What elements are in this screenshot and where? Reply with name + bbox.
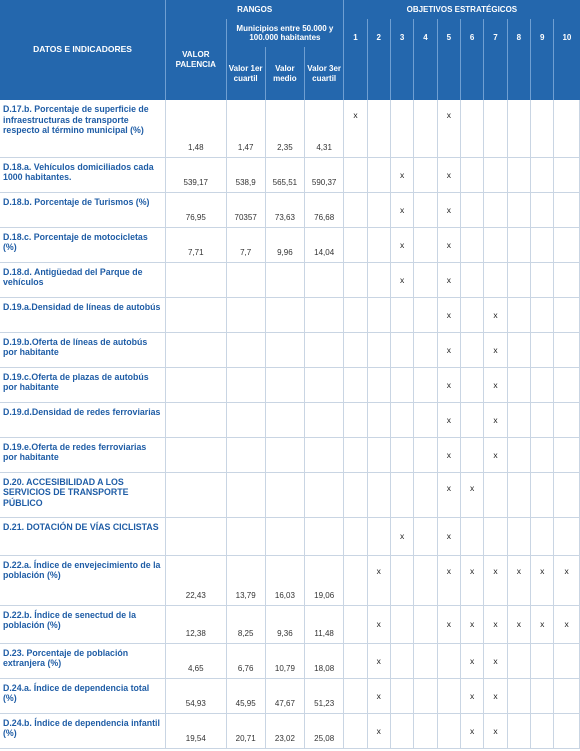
indicator-label: D.22.a. Índice de envejecimiento de la población (%): [0, 555, 166, 605]
table-row: [0, 100, 580, 157]
objective-mark-3: [390, 643, 413, 678]
objective-mark-7: [484, 227, 507, 262]
objective-mark-6: [460, 297, 483, 332]
median-cell: [265, 437, 304, 472]
median-cell: 9,36: [265, 605, 304, 643]
indicator-label: D.19.e.Oferta de redes ferroviarias por habitante: [0, 437, 166, 472]
table-row: [0, 713, 580, 748]
objective-mark-9: [531, 157, 554, 192]
objective-mark-5: x: [437, 437, 460, 472]
table-row: [0, 367, 580, 402]
valor-palencia-cell: 54,93: [166, 678, 226, 713]
q1-cell: 70357: [226, 192, 265, 227]
objective-mark-10: [554, 332, 580, 367]
table-row: [0, 332, 580, 367]
objective-mark-7: [484, 472, 507, 517]
q1-cell: 538,9: [226, 157, 265, 192]
q1-cell: 13,79: [226, 555, 265, 605]
objective-mark-3: [390, 100, 413, 157]
objective-mark-3: [390, 402, 413, 437]
objective-mark-10: [554, 643, 580, 678]
objective-mark-6: [460, 367, 483, 402]
indicator-label: D.18.a. Vehículos domiciliados cada 1000 habitantes.: [0, 157, 166, 192]
objective-mark-3: [390, 605, 413, 643]
objective-mark-7: [484, 100, 507, 157]
median-cell: 565,51: [265, 157, 304, 192]
valor-palencia-cell: 12,38: [166, 605, 226, 643]
objective-mark-1: [344, 678, 367, 713]
table-row: [0, 192, 580, 227]
objective-mark-10: [554, 367, 580, 402]
objective-mark-7: [484, 262, 507, 297]
valor-palencia-cell: 22,43: [166, 555, 226, 605]
objective-mark-9: [531, 713, 554, 748]
objective-mark-10: [554, 437, 580, 472]
objective-mark-10: [554, 157, 580, 192]
objective-mark-2: [367, 192, 390, 227]
objective-mark-3: x: [390, 157, 413, 192]
objective-mark-6: x: [460, 678, 483, 713]
objective-mark-2: [367, 402, 390, 437]
table-row: [0, 437, 580, 472]
objective-mark-9: [531, 472, 554, 517]
objective-mark-2: [367, 262, 390, 297]
objective-mark-6: [460, 192, 483, 227]
objective-mark-9: [531, 262, 554, 297]
objective-mark-4: [414, 227, 437, 262]
objective-mark-9: x: [531, 555, 554, 605]
objective-mark-2: x: [367, 713, 390, 748]
objective-mark-6: [460, 262, 483, 297]
indicator-label: D.19.c.Oferta de plazas de autobús por habitante: [0, 367, 166, 402]
objective-mark-5: x: [437, 262, 460, 297]
objective-mark-9: [531, 367, 554, 402]
q3-cell: [305, 297, 344, 332]
objective-mark-4: [414, 402, 437, 437]
objective-mark-4: [414, 262, 437, 297]
objective-mark-2: [367, 332, 390, 367]
q3-cell: 25,08: [305, 713, 344, 748]
median-cell: 9,96: [265, 227, 304, 262]
objective-header-9: 9: [531, 19, 554, 100]
q3-cell: 19,06: [305, 555, 344, 605]
objective-header-1: 1: [344, 19, 367, 100]
objective-mark-5: x: [437, 297, 460, 332]
indicator-label: D.23. Porcentaje de población extranjera (%): [0, 643, 166, 678]
objective-mark-4: [414, 332, 437, 367]
q3-cell: 18,08: [305, 643, 344, 678]
q3-cell: 11,48: [305, 605, 344, 643]
q1-cell: [226, 437, 265, 472]
q3-cell: [305, 402, 344, 437]
objective-mark-5: [437, 713, 460, 748]
median-cell: [265, 297, 304, 332]
q1-cell: [226, 367, 265, 402]
objective-mark-6: [460, 227, 483, 262]
objective-mark-8: [507, 437, 530, 472]
objective-mark-5: x: [437, 192, 460, 227]
objective-mark-8: [507, 262, 530, 297]
q1-header: Valor 1er cuartil: [226, 47, 265, 100]
objective-mark-6: x: [460, 643, 483, 678]
objective-mark-4: [414, 678, 437, 713]
median-cell: 47,67: [265, 678, 304, 713]
objective-mark-10: [554, 472, 580, 517]
datos-header: DATOS E INDICADORES: [0, 0, 166, 100]
objective-mark-8: [507, 517, 530, 555]
objective-mark-8: x: [507, 555, 530, 605]
objective-mark-1: [344, 437, 367, 472]
rangos-header: RANGOS: [166, 0, 344, 19]
objective-mark-2: x: [367, 643, 390, 678]
valor-palencia-header: VALOR PALENCIA: [166, 19, 226, 100]
valor-palencia-cell: 19,54: [166, 713, 226, 748]
objective-mark-6: [460, 332, 483, 367]
objective-mark-1: [344, 517, 367, 555]
objective-mark-1: [344, 367, 367, 402]
objetivos-header: OBJETIVOS ESTRATÉGICOS: [344, 0, 580, 19]
objective-mark-10: [554, 100, 580, 157]
objective-mark-9: [531, 227, 554, 262]
objective-mark-7: x: [484, 605, 507, 643]
table-row: [0, 157, 580, 192]
indicators-body: [0, 100, 580, 748]
q1-cell: [226, 402, 265, 437]
indicator-label: D.19.d.Densidad de redes ferroviarias: [0, 402, 166, 437]
table-row: [0, 262, 580, 297]
q1-cell: [226, 262, 265, 297]
q1-cell: [226, 472, 265, 517]
q1-cell: 6,76: [226, 643, 265, 678]
objective-mark-9: [531, 402, 554, 437]
objective-mark-2: [367, 227, 390, 262]
objective-mark-10: [554, 517, 580, 555]
indicator-label: D.21. DOTACIÓN DE VÍAS CICLISTAS: [0, 517, 166, 555]
objective-mark-6: x: [460, 605, 483, 643]
objective-mark-3: x: [390, 262, 413, 297]
objective-header-8: 8: [507, 19, 530, 100]
objective-mark-6: [460, 517, 483, 555]
objective-mark-10: x: [554, 555, 580, 605]
objective-mark-5: x: [437, 472, 460, 517]
q1-cell: 7,7: [226, 227, 265, 262]
objective-header-6: 6: [460, 19, 483, 100]
objective-mark-1: x: [344, 100, 367, 157]
objective-header-4: 4: [414, 19, 437, 100]
objective-mark-4: [414, 192, 437, 227]
q1-cell: 20,71: [226, 713, 265, 748]
objective-mark-6: [460, 157, 483, 192]
objective-mark-9: [531, 100, 554, 157]
indicator-label: D.18.b. Porcentaje de Turismos (%): [0, 192, 166, 227]
objective-mark-2: [367, 100, 390, 157]
objective-mark-7: x: [484, 678, 507, 713]
objective-mark-9: [531, 437, 554, 472]
objective-mark-3: [390, 332, 413, 367]
objective-mark-3: [390, 472, 413, 517]
objective-mark-9: [531, 517, 554, 555]
valor-palencia-cell: [166, 367, 226, 402]
objective-mark-7: [484, 157, 507, 192]
objective-mark-8: [507, 297, 530, 332]
indicator-label: D.18.c. Porcentaje de motocicletas (%): [0, 227, 166, 262]
objective-mark-2: x: [367, 555, 390, 605]
median-cell: [265, 367, 304, 402]
objective-mark-7: x: [484, 367, 507, 402]
indicator-label: D.19.a.Densidad de líneas de autobús: [0, 297, 166, 332]
objective-mark-5: x: [437, 100, 460, 157]
objective-mark-8: x: [507, 605, 530, 643]
objective-mark-1: [344, 713, 367, 748]
objective-mark-5: x: [437, 227, 460, 262]
objective-mark-1: [344, 643, 367, 678]
valor-palencia-cell: 7,71: [166, 227, 226, 262]
indicator-label: D.18.d. Antigüedad del Parque de vehículos: [0, 262, 166, 297]
objective-mark-2: x: [367, 605, 390, 643]
indicator-label: D.19.b.Oferta de líneas de autobús por habitante: [0, 332, 166, 367]
table-row: [0, 517, 580, 555]
objective-mark-5: x: [437, 402, 460, 437]
q3-cell: 590,37: [305, 157, 344, 192]
objective-mark-3: x: [390, 517, 413, 555]
q3-cell: 4,31: [305, 100, 344, 157]
median-cell: 16,03: [265, 555, 304, 605]
valor-palencia-cell: [166, 332, 226, 367]
q3-cell: [305, 332, 344, 367]
objective-mark-4: [414, 555, 437, 605]
indicator-label: D.20. ACCESIBILIDAD A LOS SERVICIOS DE TRANSPORTE PÚBLICO: [0, 472, 166, 517]
median-cell: 23,02: [265, 713, 304, 748]
table-row: [0, 227, 580, 262]
objective-mark-2: [367, 437, 390, 472]
objective-mark-6: [460, 100, 483, 157]
objective-mark-3: x: [390, 192, 413, 227]
objective-mark-1: [344, 605, 367, 643]
objective-mark-7: x: [484, 643, 507, 678]
median-cell: 2,35: [265, 100, 304, 157]
objective-mark-1: [344, 402, 367, 437]
objective-mark-1: [344, 262, 367, 297]
objective-mark-10: [554, 713, 580, 748]
objective-mark-4: [414, 157, 437, 192]
table-row: [0, 402, 580, 437]
objective-header-3: 3: [390, 19, 413, 100]
q3-cell: [305, 367, 344, 402]
objective-mark-3: x: [390, 227, 413, 262]
objective-mark-8: [507, 100, 530, 157]
objective-mark-2: [367, 297, 390, 332]
q1-cell: 8,25: [226, 605, 265, 643]
objective-mark-9: [531, 297, 554, 332]
median-header: Valor medio: [265, 47, 304, 100]
indicator-label: D.22.b. Índice de senectud de la población (%): [0, 605, 166, 643]
objective-mark-9: x: [531, 605, 554, 643]
objective-mark-8: [507, 713, 530, 748]
objective-mark-5: x: [437, 605, 460, 643]
objective-mark-5: x: [437, 332, 460, 367]
objective-mark-1: [344, 472, 367, 517]
indicator-label: D.17.b. Porcentaje de superficie de infraestructuras de transporte respecto al término municipal (%): [0, 100, 166, 157]
objective-mark-10: [554, 402, 580, 437]
table-row: [0, 297, 580, 332]
objective-mark-7: x: [484, 555, 507, 605]
valor-palencia-cell: [166, 402, 226, 437]
objective-mark-5: x: [437, 555, 460, 605]
median-cell: 10,79: [265, 643, 304, 678]
objective-mark-9: [531, 192, 554, 227]
objective-mark-3: [390, 555, 413, 605]
objective-mark-9: [531, 332, 554, 367]
q3-cell: [305, 472, 344, 517]
objective-mark-7: [484, 517, 507, 555]
valor-palencia-cell: [166, 297, 226, 332]
q3-cell: [305, 262, 344, 297]
objective-mark-10: [554, 678, 580, 713]
objective-mark-5: x: [437, 367, 460, 402]
objective-mark-2: x: [367, 678, 390, 713]
objective-mark-8: [507, 192, 530, 227]
objective-header-7: 7: [484, 19, 507, 100]
valor-palencia-cell: 76,95: [166, 192, 226, 227]
objective-mark-9: [531, 643, 554, 678]
objective-mark-10: [554, 192, 580, 227]
valor-palencia-cell: 4,65: [166, 643, 226, 678]
objective-mark-7: x: [484, 402, 507, 437]
q3-cell: 51,23: [305, 678, 344, 713]
objective-mark-5: x: [437, 157, 460, 192]
valor-palencia-cell: [166, 437, 226, 472]
q1-cell: [226, 517, 265, 555]
objective-mark-8: [507, 402, 530, 437]
objective-mark-5: [437, 678, 460, 713]
objective-mark-4: [414, 100, 437, 157]
objective-mark-6: x: [460, 555, 483, 605]
objective-mark-1: [344, 297, 367, 332]
objective-mark-10: [554, 297, 580, 332]
objective-mark-1: [344, 227, 367, 262]
objective-mark-8: [507, 332, 530, 367]
objective-mark-9: [531, 678, 554, 713]
q3-cell: [305, 517, 344, 555]
objective-mark-2: [367, 472, 390, 517]
objective-mark-3: [390, 437, 413, 472]
objective-mark-4: [414, 713, 437, 748]
objective-mark-4: [414, 643, 437, 678]
valor-palencia-cell: [166, 517, 226, 555]
q1-cell: [226, 332, 265, 367]
municipios-header: Municipios entre 50.000 y 100.000 habitantes: [226, 19, 344, 47]
median-cell: [265, 262, 304, 297]
objective-mark-8: [507, 227, 530, 262]
q3-cell: 76,68: [305, 192, 344, 227]
objective-mark-8: [507, 472, 530, 517]
objective-mark-5: x: [437, 517, 460, 555]
objective-mark-1: [344, 192, 367, 227]
q3-cell: [305, 437, 344, 472]
valor-palencia-cell: [166, 472, 226, 517]
objective-mark-8: [507, 367, 530, 402]
objective-mark-8: [507, 157, 530, 192]
indicator-label: D.24.b. Índice de dependencia infantil (%): [0, 713, 166, 748]
median-cell: [265, 332, 304, 367]
objective-mark-7: x: [484, 297, 507, 332]
median-cell: 73,63: [265, 192, 304, 227]
median-cell: [265, 472, 304, 517]
valor-palencia-cell: [166, 262, 226, 297]
objective-mark-7: x: [484, 437, 507, 472]
objective-mark-3: [390, 713, 413, 748]
objective-mark-8: [507, 643, 530, 678]
objective-mark-4: [414, 367, 437, 402]
objective-mark-7: x: [484, 713, 507, 748]
objective-mark-4: [414, 297, 437, 332]
objective-mark-6: x: [460, 713, 483, 748]
q3-cell: 14,04: [305, 227, 344, 262]
objective-mark-2: [367, 367, 390, 402]
table-row: [0, 605, 580, 643]
objective-mark-8: [507, 678, 530, 713]
table-row: [0, 643, 580, 678]
median-cell: [265, 402, 304, 437]
q3-header: Valor 3er cuartil: [305, 47, 344, 100]
objective-mark-4: [414, 437, 437, 472]
table-row: [0, 472, 580, 517]
objective-mark-7: [484, 192, 507, 227]
objective-mark-1: [344, 332, 367, 367]
objective-mark-7: x: [484, 332, 507, 367]
objective-mark-4: [414, 472, 437, 517]
objective-mark-6: [460, 402, 483, 437]
q1-cell: [226, 297, 265, 332]
objective-mark-3: [390, 678, 413, 713]
valor-palencia-cell: 539,17: [166, 157, 226, 192]
objective-mark-4: [414, 517, 437, 555]
q1-cell: 45,95: [226, 678, 265, 713]
table-row: [0, 555, 580, 605]
objective-mark-6: x: [460, 472, 483, 517]
objective-header-2: 2: [367, 19, 390, 100]
q1-cell: 1,47: [226, 100, 265, 157]
objective-mark-1: [344, 157, 367, 192]
objective-mark-10: [554, 262, 580, 297]
objective-mark-3: [390, 297, 413, 332]
objective-header-5: 5: [437, 19, 460, 100]
indicator-label: D.24.a. Índice de dependencia total (%): [0, 678, 166, 713]
objective-mark-6: [460, 437, 483, 472]
objective-mark-3: [390, 367, 413, 402]
objective-mark-2: [367, 517, 390, 555]
objective-mark-10: [554, 227, 580, 262]
median-cell: [265, 517, 304, 555]
objective-mark-4: [414, 605, 437, 643]
objective-mark-5: [437, 643, 460, 678]
table-row: [0, 678, 580, 713]
objective-mark-10: x: [554, 605, 580, 643]
objective-mark-1: [344, 555, 367, 605]
valor-palencia-cell: 1,48: [166, 100, 226, 157]
objective-header-10: 10: [554, 19, 580, 100]
objective-mark-2: [367, 157, 390, 192]
